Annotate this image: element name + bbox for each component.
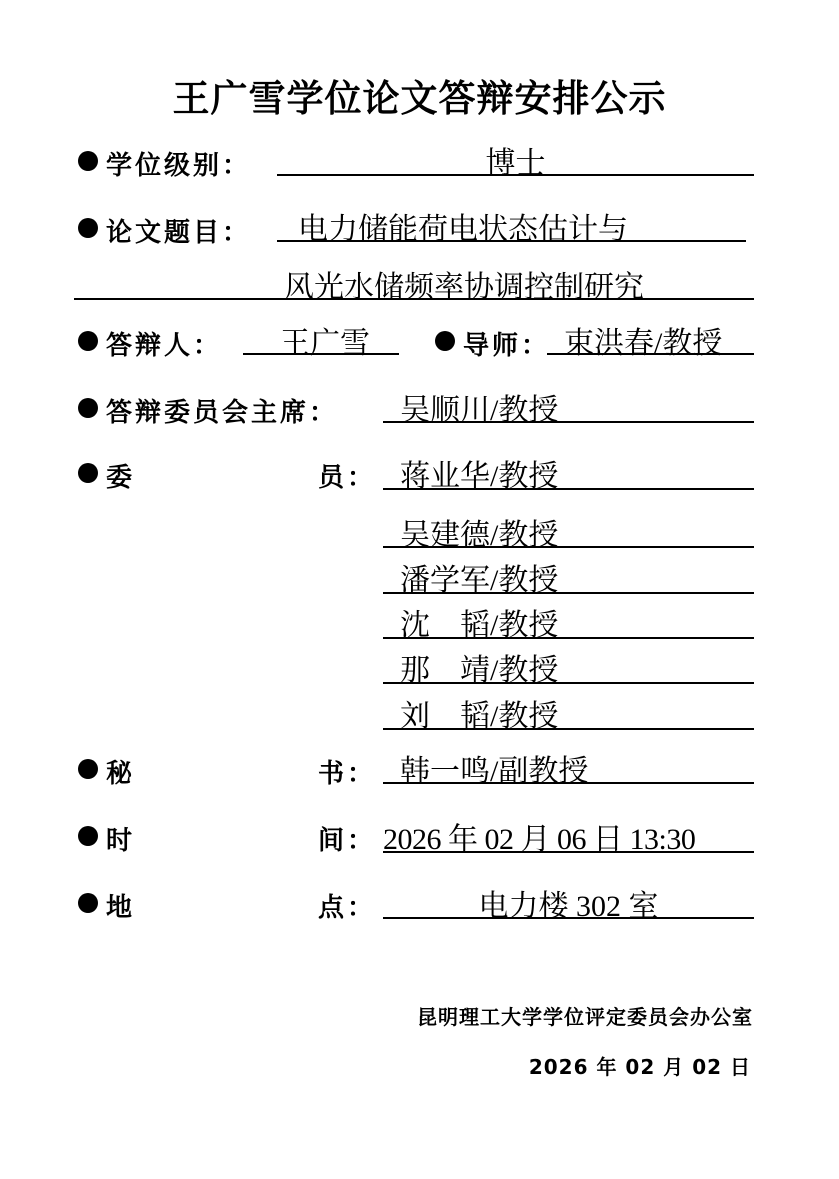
- member-name: 吴建德/教授: [400, 519, 559, 552]
- bullet-icon: [78, 759, 98, 779]
- thesis-label: 论文题目：: [106, 218, 252, 248]
- degree-label: 学位级别：: [106, 151, 252, 181]
- time-label-a: 时: [106, 826, 136, 856]
- member-name: 沈 韬/教授: [400, 609, 559, 642]
- thesis-line-1: 电力储能荷电状态估计与: [298, 213, 628, 246]
- member-name: 刘 韬/教授: [400, 700, 559, 733]
- place-label-b: 点：: [318, 893, 377, 923]
- chair-label: 答辩委员会主席：: [106, 398, 339, 428]
- advisor-label: 导师：: [463, 331, 551, 361]
- issuing-office: 昆明理工大学学位评定委员会办公室: [417, 1005, 753, 1029]
- degree-value: 博士: [485, 147, 546, 180]
- bullet-icon: [78, 463, 98, 483]
- bullet-icon: [78, 151, 98, 171]
- candidate-value: 王广雪: [280, 327, 370, 360]
- time-label-b: 间：: [318, 826, 377, 856]
- bullet-icon: [78, 331, 98, 351]
- page-title: 王广雪学位论文答辩安排公示: [172, 77, 667, 120]
- members-label-b: 员：: [318, 463, 377, 493]
- bullet-icon: [78, 826, 98, 846]
- bullet-icon: [78, 398, 98, 418]
- secretary-label-a: 秘: [106, 759, 136, 789]
- member-name: 那 靖/教授: [400, 654, 559, 687]
- place-value: 电力楼 302 室: [478, 890, 659, 923]
- place-label-a: 地: [106, 893, 136, 923]
- bullet-icon: [78, 893, 98, 913]
- secretary-label-b: 书：: [318, 759, 377, 789]
- member-name: 潘学军/教授: [400, 564, 559, 597]
- issue-date: 2026 年 02 月 02 日: [528, 1055, 751, 1079]
- members-label-a: 委: [106, 463, 136, 493]
- chair-value: 吴顺川/教授: [400, 394, 559, 427]
- thesis-line-2: 风光水储频率协调控制研究: [284, 271, 644, 304]
- advisor-value: 束洪春/教授: [564, 327, 723, 360]
- candidate-label: 答辩人：: [106, 331, 223, 361]
- bullet-icon: [78, 218, 98, 238]
- secretary-value: 韩一鸣/副教授: [400, 755, 589, 788]
- bullet-icon: [435, 331, 455, 351]
- time-value: 2026 年 02 月 06 日 13:30: [383, 823, 696, 856]
- member-name: 蒋业华/教授: [400, 460, 559, 493]
